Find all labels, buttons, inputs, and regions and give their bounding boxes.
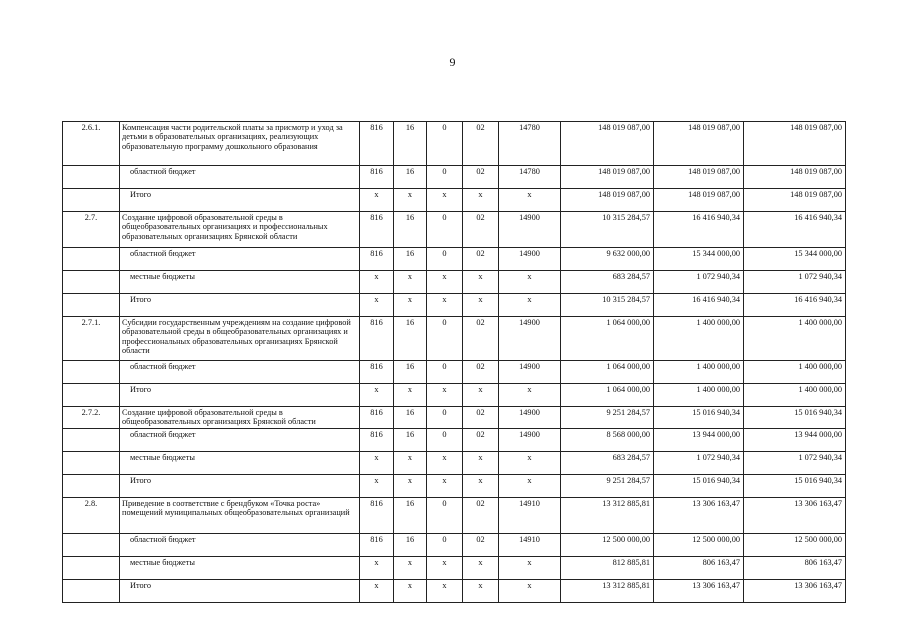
code-subprogram-cell: 0 [427, 317, 463, 361]
description-cell: Итого [120, 384, 360, 407]
code-program-cell: 16 [394, 498, 427, 534]
code-event-cell: 02 [463, 361, 499, 384]
table-row [63, 166, 846, 189]
description-cell: областной бюджет [120, 429, 360, 452]
code-ministry-cell: 816 [360, 317, 394, 361]
amount-year3-cell: 15 344 000,00 [744, 248, 846, 271]
code-ministry-cell: 816 [360, 248, 394, 271]
code-program-cell: 16 [394, 166, 427, 189]
amount-year1-cell: 1 064 000,00 [561, 384, 654, 407]
amount-year2-cell: 806 163,47 [654, 557, 744, 580]
table-body [63, 122, 846, 603]
amount-year1-cell: 9 632 000,00 [561, 248, 654, 271]
table-row [63, 580, 846, 603]
code-ministry-cell: x [360, 475, 394, 498]
amount-year3-cell: 13 306 163,47 [744, 498, 846, 534]
amount-year3-cell: 148 019 087,00 [744, 166, 846, 189]
amount-year1-cell: 148 019 087,00 [561, 122, 654, 166]
code-direction-cell: x [499, 557, 561, 580]
code-program-cell: 16 [394, 212, 427, 248]
code-program-cell: 16 [394, 317, 427, 361]
row-number-cell: 2.7.1. [63, 317, 120, 361]
amount-year2-cell: 16 416 940,34 [654, 212, 744, 248]
row-number-cell [63, 534, 120, 557]
amount-year3-cell: 13 944 000,00 [744, 429, 846, 452]
code-program-cell: 16 [394, 122, 427, 166]
description-cell: областной бюджет [120, 248, 360, 271]
code-event-cell: x [463, 294, 499, 317]
row-number-cell [63, 248, 120, 271]
code-event-cell: x [463, 271, 499, 294]
amount-year3-cell: 13 306 163,47 [744, 580, 846, 603]
code-event-cell: 02 [463, 317, 499, 361]
row-number-cell [63, 384, 120, 407]
description-cell: Итого [120, 475, 360, 498]
amount-year3-cell: 806 163,47 [744, 557, 846, 580]
amount-year3-cell: 1 400 000,00 [744, 317, 846, 361]
table-row [63, 317, 846, 361]
code-program-cell: 16 [394, 248, 427, 271]
amount-year1-cell: 9 251 284,57 [561, 407, 654, 429]
code-direction-cell: 14900 [499, 407, 561, 429]
amount-year2-cell: 15 016 940,34 [654, 475, 744, 498]
code-direction-cell: 14910 [499, 534, 561, 557]
code-direction-cell: x [499, 294, 561, 317]
table-row [63, 248, 846, 271]
table-row [63, 475, 846, 498]
code-event-cell: 02 [463, 166, 499, 189]
code-ministry-cell: 816 [360, 166, 394, 189]
description-cell: Создание цифровой образовательной среды в общеобразовательных организациях и профессиональных образовательных организациях Брянской области [120, 212, 360, 248]
table-row [63, 271, 846, 294]
code-ministry-cell: x [360, 384, 394, 407]
table-row [63, 557, 846, 580]
description-cell: Компенсация части родительской платы за присмотр и уход за детьми в образовательных организациях, реализующих образовательную программу дошкольного образования [120, 122, 360, 166]
code-ministry-cell: x [360, 452, 394, 475]
row-number-cell [63, 429, 120, 452]
description-cell: Приведение в соответствие с брендбуком «Точка роста» помещений муниципальных общеобразовательных организаций [120, 498, 360, 534]
amount-year3-cell: 1 400 000,00 [744, 361, 846, 384]
row-number-cell: 2.7. [63, 212, 120, 248]
code-ministry-cell: x [360, 189, 394, 212]
code-ministry-cell: 816 [360, 534, 394, 557]
description-cell: Создание цифровой образовательной среды в общеобразовательных организациях Брянской области [120, 407, 360, 429]
code-event-cell: 02 [463, 429, 499, 452]
code-event-cell: x [463, 384, 499, 407]
amount-year3-cell: 1 072 940,34 [744, 271, 846, 294]
row-number-cell [63, 580, 120, 603]
description-cell: областной бюджет [120, 166, 360, 189]
amount-year2-cell: 13 944 000,00 [654, 429, 744, 452]
amount-year1-cell: 13 312 885,81 [561, 498, 654, 534]
row-number-cell [63, 452, 120, 475]
amount-year2-cell: 15 344 000,00 [654, 248, 744, 271]
code-ministry-cell: 816 [360, 122, 394, 166]
amount-year3-cell: 12 500 000,00 [744, 534, 846, 557]
code-subprogram-cell: x [427, 475, 463, 498]
code-program-cell: x [394, 189, 427, 212]
code-subprogram-cell: 0 [427, 166, 463, 189]
amount-year2-cell: 148 019 087,00 [654, 189, 744, 212]
code-event-cell: x [463, 580, 499, 603]
code-direction-cell: 14900 [499, 317, 561, 361]
amount-year1-cell: 8 568 000,00 [561, 429, 654, 452]
amount-year2-cell: 1 400 000,00 [654, 361, 744, 384]
amount-year1-cell: 12 500 000,00 [561, 534, 654, 557]
row-number-cell: 2.8. [63, 498, 120, 534]
code-direction-cell: x [499, 189, 561, 212]
code-subprogram-cell: x [427, 294, 463, 317]
description-cell: областной бюджет [120, 361, 360, 384]
code-event-cell: x [463, 557, 499, 580]
code-direction-cell: x [499, 452, 561, 475]
amount-year1-cell: 148 019 087,00 [561, 189, 654, 212]
code-subprogram-cell: x [427, 580, 463, 603]
code-ministry-cell: 816 [360, 429, 394, 452]
code-direction-cell: 14780 [499, 122, 561, 166]
code-subprogram-cell: 0 [427, 212, 463, 248]
code-program-cell: x [394, 557, 427, 580]
amount-year3-cell: 1 400 000,00 [744, 384, 846, 407]
code-event-cell: 02 [463, 534, 499, 557]
amount-year2-cell: 13 306 163,47 [654, 580, 744, 603]
code-ministry-cell: x [360, 557, 394, 580]
row-number-cell: 2.7.2. [63, 407, 120, 429]
budget-table [62, 121, 846, 603]
description-cell: областной бюджет [120, 534, 360, 557]
code-program-cell: x [394, 475, 427, 498]
code-direction-cell: x [499, 271, 561, 294]
code-subprogram-cell: 0 [427, 122, 463, 166]
amount-year2-cell: 16 416 940,34 [654, 294, 744, 317]
amount-year2-cell: 148 019 087,00 [654, 166, 744, 189]
code-direction-cell: 14900 [499, 429, 561, 452]
table-row [63, 361, 846, 384]
code-ministry-cell: x [360, 294, 394, 317]
code-program-cell: 16 [394, 361, 427, 384]
code-subprogram-cell: 0 [427, 534, 463, 557]
code-program-cell: 16 [394, 429, 427, 452]
code-subprogram-cell: 0 [427, 361, 463, 384]
row-number-cell [63, 294, 120, 317]
amount-year3-cell: 16 416 940,34 [744, 294, 846, 317]
amount-year3-cell: 148 019 087,00 [744, 122, 846, 166]
table-row [63, 498, 846, 534]
amount-year1-cell: 10 315 284,57 [561, 294, 654, 317]
code-event-cell: 02 [463, 122, 499, 166]
amount-year1-cell: 812 885,81 [561, 557, 654, 580]
code-program-cell: x [394, 294, 427, 317]
amount-year2-cell: 148 019 087,00 [654, 122, 744, 166]
table-row [63, 452, 846, 475]
code-subprogram-cell: x [427, 557, 463, 580]
row-number-cell: 2.6.1. [63, 122, 120, 166]
code-ministry-cell: 816 [360, 361, 394, 384]
amount-year1-cell: 683 284,57 [561, 452, 654, 475]
code-subprogram-cell: x [427, 271, 463, 294]
description-cell: Итого [120, 189, 360, 212]
table-row [63, 212, 846, 248]
code-direction-cell: x [499, 475, 561, 498]
amount-year2-cell: 15 016 940,34 [654, 407, 744, 429]
code-program-cell: x [394, 271, 427, 294]
amount-year1-cell: 13 312 885,81 [561, 580, 654, 603]
amount-year1-cell: 9 251 284,57 [561, 475, 654, 498]
code-ministry-cell: 816 [360, 498, 394, 534]
code-event-cell: x [463, 189, 499, 212]
amount-year3-cell: 16 416 940,34 [744, 212, 846, 248]
code-subprogram-cell: x [427, 384, 463, 407]
code-direction-cell: 14900 [499, 361, 561, 384]
row-number-cell [63, 557, 120, 580]
code-event-cell: 02 [463, 248, 499, 271]
code-ministry-cell: x [360, 271, 394, 294]
amount-year3-cell: 148 019 087,00 [744, 189, 846, 212]
amount-year1-cell: 683 284,57 [561, 271, 654, 294]
code-subprogram-cell: 0 [427, 407, 463, 429]
code-program-cell: 16 [394, 407, 427, 429]
code-direction-cell: 14900 [499, 212, 561, 248]
code-subprogram-cell: 0 [427, 429, 463, 452]
code-ministry-cell: 816 [360, 212, 394, 248]
code-ministry-cell: 816 [360, 407, 394, 429]
code-event-cell: 02 [463, 498, 499, 534]
description-cell: Итого [120, 294, 360, 317]
code-direction-cell: x [499, 580, 561, 603]
table-row [63, 189, 846, 212]
code-program-cell: x [394, 580, 427, 603]
amount-year1-cell: 148 019 087,00 [561, 166, 654, 189]
amount-year2-cell: 1 072 940,34 [654, 271, 744, 294]
amount-year3-cell: 15 016 940,34 [744, 475, 846, 498]
table-row [63, 384, 846, 407]
code-program-cell: x [394, 452, 427, 475]
table-row [63, 534, 846, 557]
code-subprogram-cell: 0 [427, 498, 463, 534]
amount-year3-cell: 1 072 940,34 [744, 452, 846, 475]
table-row [63, 294, 846, 317]
amount-year2-cell: 1 400 000,00 [654, 317, 744, 361]
row-number-cell [63, 271, 120, 294]
code-subprogram-cell: x [427, 452, 463, 475]
code-ministry-cell: x [360, 580, 394, 603]
row-number-cell [63, 189, 120, 212]
table-row [63, 407, 846, 429]
row-number-cell [63, 166, 120, 189]
code-program-cell: 16 [394, 534, 427, 557]
amount-year1-cell: 1 064 000,00 [561, 361, 654, 384]
amount-year2-cell: 12 500 000,00 [654, 534, 744, 557]
code-event-cell: 02 [463, 407, 499, 429]
description-cell: местные бюджеты [120, 557, 360, 580]
code-direction-cell: 14910 [499, 498, 561, 534]
amount-year1-cell: 10 315 284,57 [561, 212, 654, 248]
code-subprogram-cell: 0 [427, 248, 463, 271]
amount-year1-cell: 1 064 000,00 [561, 317, 654, 361]
description-cell: местные бюджеты [120, 271, 360, 294]
row-number-cell [63, 361, 120, 384]
amount-year2-cell: 13 306 163,47 [654, 498, 744, 534]
code-direction-cell: 14780 [499, 166, 561, 189]
code-event-cell: x [463, 475, 499, 498]
code-event-cell: x [463, 452, 499, 475]
code-direction-cell: x [499, 384, 561, 407]
code-program-cell: x [394, 384, 427, 407]
amount-year2-cell: 1 072 940,34 [654, 452, 744, 475]
description-cell: Итого [120, 580, 360, 603]
description-cell: местные бюджеты [120, 452, 360, 475]
page-number: 9 [449, 55, 456, 69]
code-direction-cell: 14900 [499, 248, 561, 271]
code-subprogram-cell: x [427, 189, 463, 212]
table-row [63, 122, 846, 166]
description-cell: Субсидии государственным учреждениям на создание цифровой образовательной среды в общеобразовательных организациях и профессиональных образовательных организациях Брянской области [120, 317, 360, 361]
row-number-cell [63, 475, 120, 498]
amount-year2-cell: 1 400 000,00 [654, 384, 744, 407]
code-event-cell: 02 [463, 212, 499, 248]
table-row [63, 429, 846, 452]
amount-year3-cell: 15 016 940,34 [744, 407, 846, 429]
